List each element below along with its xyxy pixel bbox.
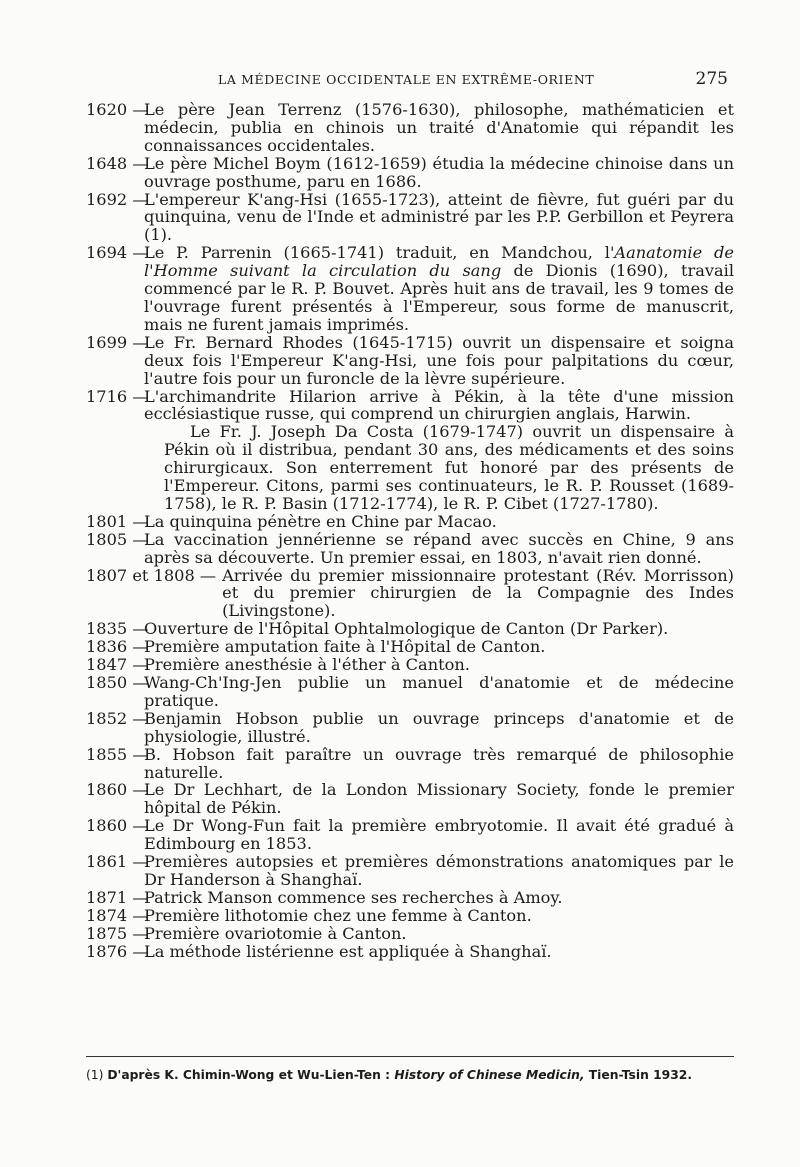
entry-date: 1716 — [86,386,149,406]
chronology-entry [86,620,734,638]
entry-date: 1875 — [86,923,149,943]
chronology-entry [86,853,734,889]
footnote-lead: D'après K. Chimin-Wong et Wu-Lien-Ten : [107,1068,395,1082]
footnote-book-title: History of Chinese Medicin, [394,1068,585,1082]
chronology-entry [86,334,734,388]
footnote-tail: Tien-Tsin 1932. [584,1068,692,1082]
chronology-entry [86,781,734,817]
entry-date: 1855 — [86,744,149,764]
entry-date: 1620 — [86,100,149,119]
entry-text-start: Le P. Parrenin (1665-1741) traduit, en Mandchou, l' [144,243,615,263]
entry-text: Wang-Ch'Ing-Jen publie un manuel d'anatomie et de médecine pratique. [144,673,734,710]
entry-text: Premières autopsies et premières démonstrations anatomiques par le Dr Handerson à Shanghaï. [144,852,734,889]
chronology-entry [86,513,734,531]
entry-text: Ouverture de l'Hôpital Ophtalmologique de Canton (Dr Parker). [144,619,669,639]
chronology-entry [86,925,734,943]
entry-date: 1648 — [86,153,149,173]
entry-text: Benjamin Hobson publie un ouvrage princeps d'anatomie et de physiologie, illustré. [144,708,734,746]
entry-text: La vaccination jennérienne se répand avec succès en Chine, 9 ans après sa découverte. Un premier essai, en 1803, n'avait rien donné. [144,529,734,567]
chronology-entry [86,244,734,334]
chronology-entry [86,889,734,907]
entry-date: 1850 — [86,673,149,692]
entry-text-end: de Dionis (1690), travail commencé par le R. P. Bouvet. Après huit ans de travail, les 9 tomes de l'ouvrage furent présentés à l'Empereur, sous forme de manuscrit, mais ne furent jamais imprimés. [144,261,734,334]
entry-text: Arrivée du premier missionnaire protestant (Rév. Morrisson) et du premier chirurgien de la Compagnie des Indes (Livingstone). [222,565,734,621]
entry-text: Le père Jean Terrenz (1576-1630), philosophe, mathématicien et médecin, publia en chinois un traité d'Anatomie qui répandit les connaissances occidentales. [144,100,734,155]
footnote [86,1067,734,1084]
chronology-entry [86,638,734,656]
entry-date: 1835 — [86,619,149,639]
entry-date: 1692 — [86,189,149,209]
chronology-entry [86,817,734,853]
chronology-entry [86,943,734,961]
footnote-marker: (1) [86,1068,104,1082]
chronology-subparagraph: Le Fr. J. Joseph Da Costa (1679-1747) ouvrit un dispensaire à Pékin où il distribua, pendant 30 ans, des médicaments et des soins chirurgicaux. Son enterrement fut honoré par des présents de l'Empereur. Citons, parmi ses continuateurs, le R. P. Rousset (1689-1758), le R. P. Basin (1712-1774), le R. P. Cibet (1727-1780). [164,422,734,513]
footnote-divider [86,1056,734,1057]
entry-date: 1852 — [86,708,149,728]
entry-date: 1860 — [86,816,149,836]
chronology-entry [86,388,734,424]
entry-text: Première ovariotomie à Canton. [144,923,407,943]
entry-text: Première amputation faite à l'Hôpital de Canton. [144,637,546,657]
entry-text [144,244,734,334]
entry-date: 1805 — [86,529,149,549]
entry-date: 1871 — [86,887,149,907]
chronology-entry [86,155,734,191]
page-number: 275 [695,69,728,89]
entry-date: 1807 et 1808 — [86,565,217,585]
entry-text: Patrick Manson commence ses recherches à Amoy. [144,887,563,907]
chronology-entry [86,191,734,245]
entry-text: L'archimandrite Hilarion arrive à Pékin, à la tête d'une mission ecclésiastique russe, qui comprend un chirurgien anglais, Harwin. [144,386,734,424]
chronology-entry [86,710,734,746]
entry-text: La quinquina pénètre en Chine par Macao. [144,511,497,531]
entry-text: Première lithotomie chez une femme à Canton. [144,905,532,925]
chronology-entry [86,907,734,925]
chronology-entry [86,531,734,567]
chronology-entry [86,567,734,621]
book-title: Aanatomie de l'Homme suivant la circulation du sang [144,243,734,281]
entry-date: 1694 — [86,243,149,263]
entry-date: 1847 — [86,655,149,675]
entry-text: Le Fr. Bernard Rhodes (1645-1715) ouvrit un dispensaire et soigna deux fois l'Empereur K'ang-Hsi, une fois pour palpitations du cœur, l'autre fois pour un furoncle de la lèvre supérieure. [144,332,734,388]
chronology-entry [86,656,734,674]
entry-date: 1876 — [86,941,149,961]
entry-text: Le père Michel Boym (1612-1659) étudia la médecine chinoise dans un ouvrage posthume, paru en 1686. [144,153,734,191]
entry-date: 1836 — [86,637,149,657]
chronology-entry [86,674,734,710]
entry-date: 1874 — [86,905,149,925]
entry-text: B. Hobson fait paraître un ouvrage très remarqué de philosophie naturelle. [144,744,734,782]
entry-text: Le Dr Wong-Fun fait la première embryotomie. Il avait été gradué à Edimbourg en 1853. [144,816,734,854]
entry-text: Première anesthésie à l'éther à Canton. [144,655,470,675]
chronology-list [86,101,734,961]
entry-date: 1861 — [86,852,149,872]
page-header [0,69,800,94]
chronology-entry [86,746,734,782]
entry-text: Le Dr Lechhart, de la London Missionary Society, fonde le premier hôpital de Pékin. [144,780,734,818]
entry-text: L'empereur K'ang-Hsi (1655-1723), atteint de fièvre, fut guéri par du quinquina, venu de l'Inde et administré par les P.P. Gerbillon et Peyrera (1). [144,189,734,245]
chronology-entry [86,101,734,155]
entry-date: 1860 — [86,780,149,800]
entry-text: La méthode listérienne est appliquée à Shanghaï. [144,941,552,961]
running-head: LA MÉDECINE OCCIDENTALE EN EXTRÊME-ORIENT [218,72,595,87]
entry-date: 1801 — [86,511,149,531]
entry-date: 1699 — [86,332,149,352]
